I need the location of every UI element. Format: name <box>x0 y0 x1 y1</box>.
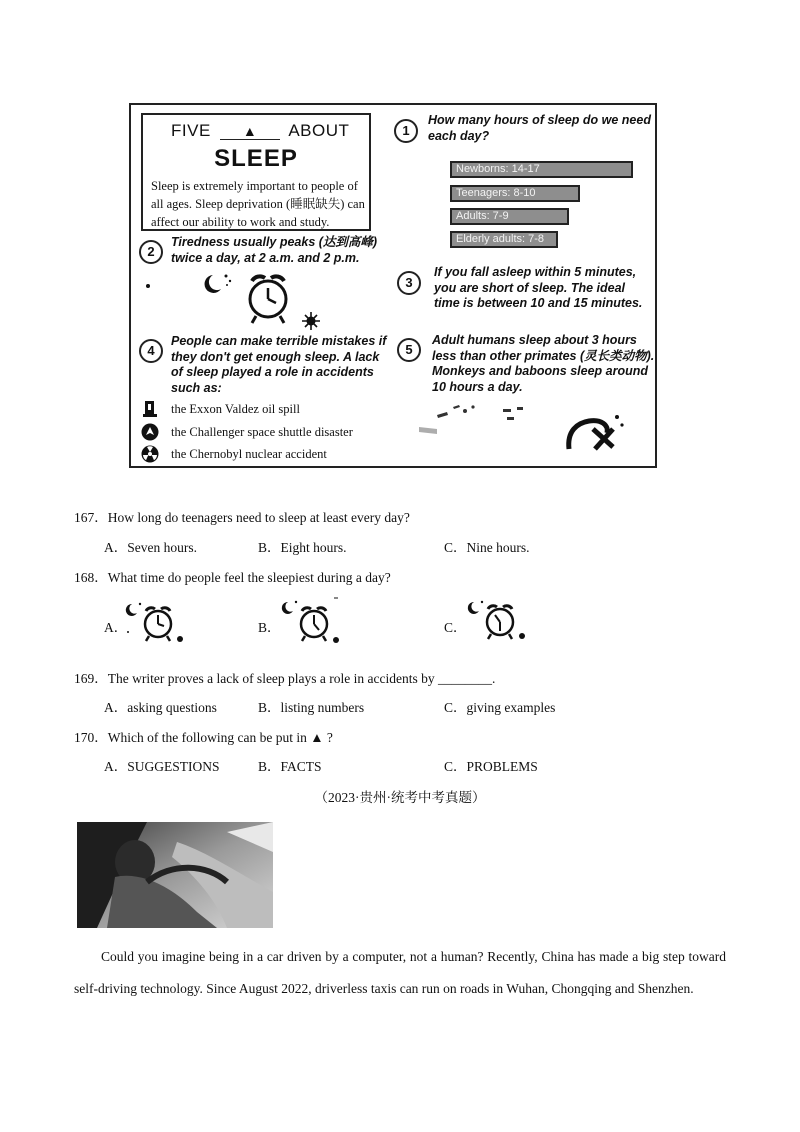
clock-icon <box>301 608 327 641</box>
title-word-about: ABOUT <box>288 121 350 140</box>
option-168-a[interactable]: A． <box>104 620 128 635</box>
fact-5-text: Adult humans sleep about 3 hours less than other primates (灵长类动物). Monkeys and baboons sleep around 10 hours a day. <box>432 333 655 394</box>
question-169 <box>74 667 495 687</box>
question-text: What time do people feel the sleepiest during a day? <box>107 570 391 585</box>
primates-sleeping-illustration <box>417 399 647 461</box>
sleep-bar-newborns: Newborns: 14-17 <box>450 161 633 178</box>
source-note: （2023·贵州·统考中考真题） <box>314 790 486 805</box>
question-number: 170． <box>74 730 108 745</box>
moon-icon <box>205 275 232 293</box>
fact-4-text: People can make terrible mistakes if they don't get enough sleep. A lack of sleep played a role in accidents such as: <box>171 334 387 395</box>
fact-number-5: 5 <box>397 338 421 362</box>
sleep-bar-teenagers: Teenagers: 8-10 <box>450 185 580 202</box>
sun-icon <box>333 637 339 643</box>
option-170-a[interactable]: A．SUGGESTIONS <box>104 759 220 774</box>
sun-icon <box>519 633 525 639</box>
question-text: The writer proves a lack of sleep plays a role in accidents by ________. <box>107 671 496 686</box>
sleep-infographic <box>129 103 657 468</box>
option-168-b[interactable]: B． <box>258 620 281 635</box>
intro-text: Sleep is extremely important to people of all ages. Sleep deprivation (睡眠缺失) can affect our ability to work and study. <box>151 179 365 229</box>
clock-icon <box>487 606 513 639</box>
question-168 <box>74 566 391 586</box>
accident-item <box>171 402 300 417</box>
question-167 <box>74 506 410 526</box>
clock-option-a-image[interactable] <box>122 598 192 646</box>
question-text: How long do teenagers need to sleep at least every day? <box>107 510 410 525</box>
moon-icon <box>126 604 137 616</box>
option-168-c[interactable]: C． <box>444 620 467 635</box>
alarm-clock-illustration <box>201 267 331 331</box>
dot-mark <box>145 283 151 289</box>
moon-icon <box>468 602 479 614</box>
accident-text: the Chernobyl nuclear accident <box>171 447 327 461</box>
option-169-c[interactable]: C．giving examples <box>444 700 556 715</box>
option-169-b[interactable]: B．listing numbers <box>258 700 365 715</box>
radiation-icon <box>141 445 159 463</box>
question-170 <box>74 726 333 746</box>
fact-3-text: If you fall asleep within 5 minutes, you are short of sleep. The ideal time is between 10 and 15 minutes. <box>434 265 643 310</box>
question-number: 169． <box>74 671 108 686</box>
title-sleep: SLEEP <box>214 145 298 172</box>
shuttle-icon <box>141 423 159 441</box>
clock-icon <box>250 276 286 323</box>
passage-paragraph <box>74 941 726 1004</box>
option-167-c[interactable]: C．Nine hours. <box>444 540 530 555</box>
accident-text: the Exxon Valdez oil spill <box>171 402 300 416</box>
option-167-b[interactable]: B．Eight hours. <box>258 540 347 555</box>
sun-icon <box>177 636 183 642</box>
clock-icon <box>145 608 171 641</box>
driverless-car-photo <box>77 822 273 928</box>
question-text: Which of the following can be put in ▲ ? <box>107 730 333 745</box>
fact-number-1: 1 <box>394 119 418 143</box>
fact-number-4: 4 <box>139 339 163 363</box>
title-word-five: FIVE <box>171 121 211 140</box>
accident-item <box>171 447 327 462</box>
infographic-title <box>171 121 349 141</box>
accident-item <box>171 425 353 440</box>
clock-option-b-image[interactable] <box>278 596 348 646</box>
fact-1-text: How many hours of sleep do we need each day? <box>428 113 651 143</box>
fact-number-2: 2 <box>139 240 163 264</box>
option-167-a[interactable]: A．Seven hours. <box>104 540 197 555</box>
passage-text: Could you imagine being in a car driven by a computer, not a human? Recently, China has made a big step toward self-driving technology. Since August 2022, driverless taxis can run on roads in Wuhan, Chongqing and Shenzhen. <box>74 949 726 996</box>
clock-option-c-image[interactable] <box>464 596 534 644</box>
title-box <box>141 113 371 231</box>
fact-number-3: 3 <box>397 271 421 295</box>
sun-icon <box>302 312 320 330</box>
question-number: 167． <box>74 510 108 525</box>
oil-rig-icon <box>141 400 159 418</box>
moon-icon <box>282 602 293 614</box>
accident-text: the Challenger space shuttle disaster <box>171 425 353 439</box>
option-169-a[interactable]: A．asking questions <box>104 700 217 715</box>
option-170-c[interactable]: C．PROBLEMS <box>444 759 538 774</box>
fact-2-text: Tiredness usually peaks (达到高峰) twice a day, at 2 a.m. and 2 p.m. <box>171 235 378 265</box>
sleep-bar-adults: Adults: 7-9 <box>450 208 569 225</box>
option-170-b[interactable]: B．FACTS <box>258 759 322 774</box>
question-number: 168． <box>74 570 108 585</box>
sleep-bar-elderly: Elderly adults: 7-8 <box>450 231 558 248</box>
title-blank: ▲ <box>220 123 280 140</box>
